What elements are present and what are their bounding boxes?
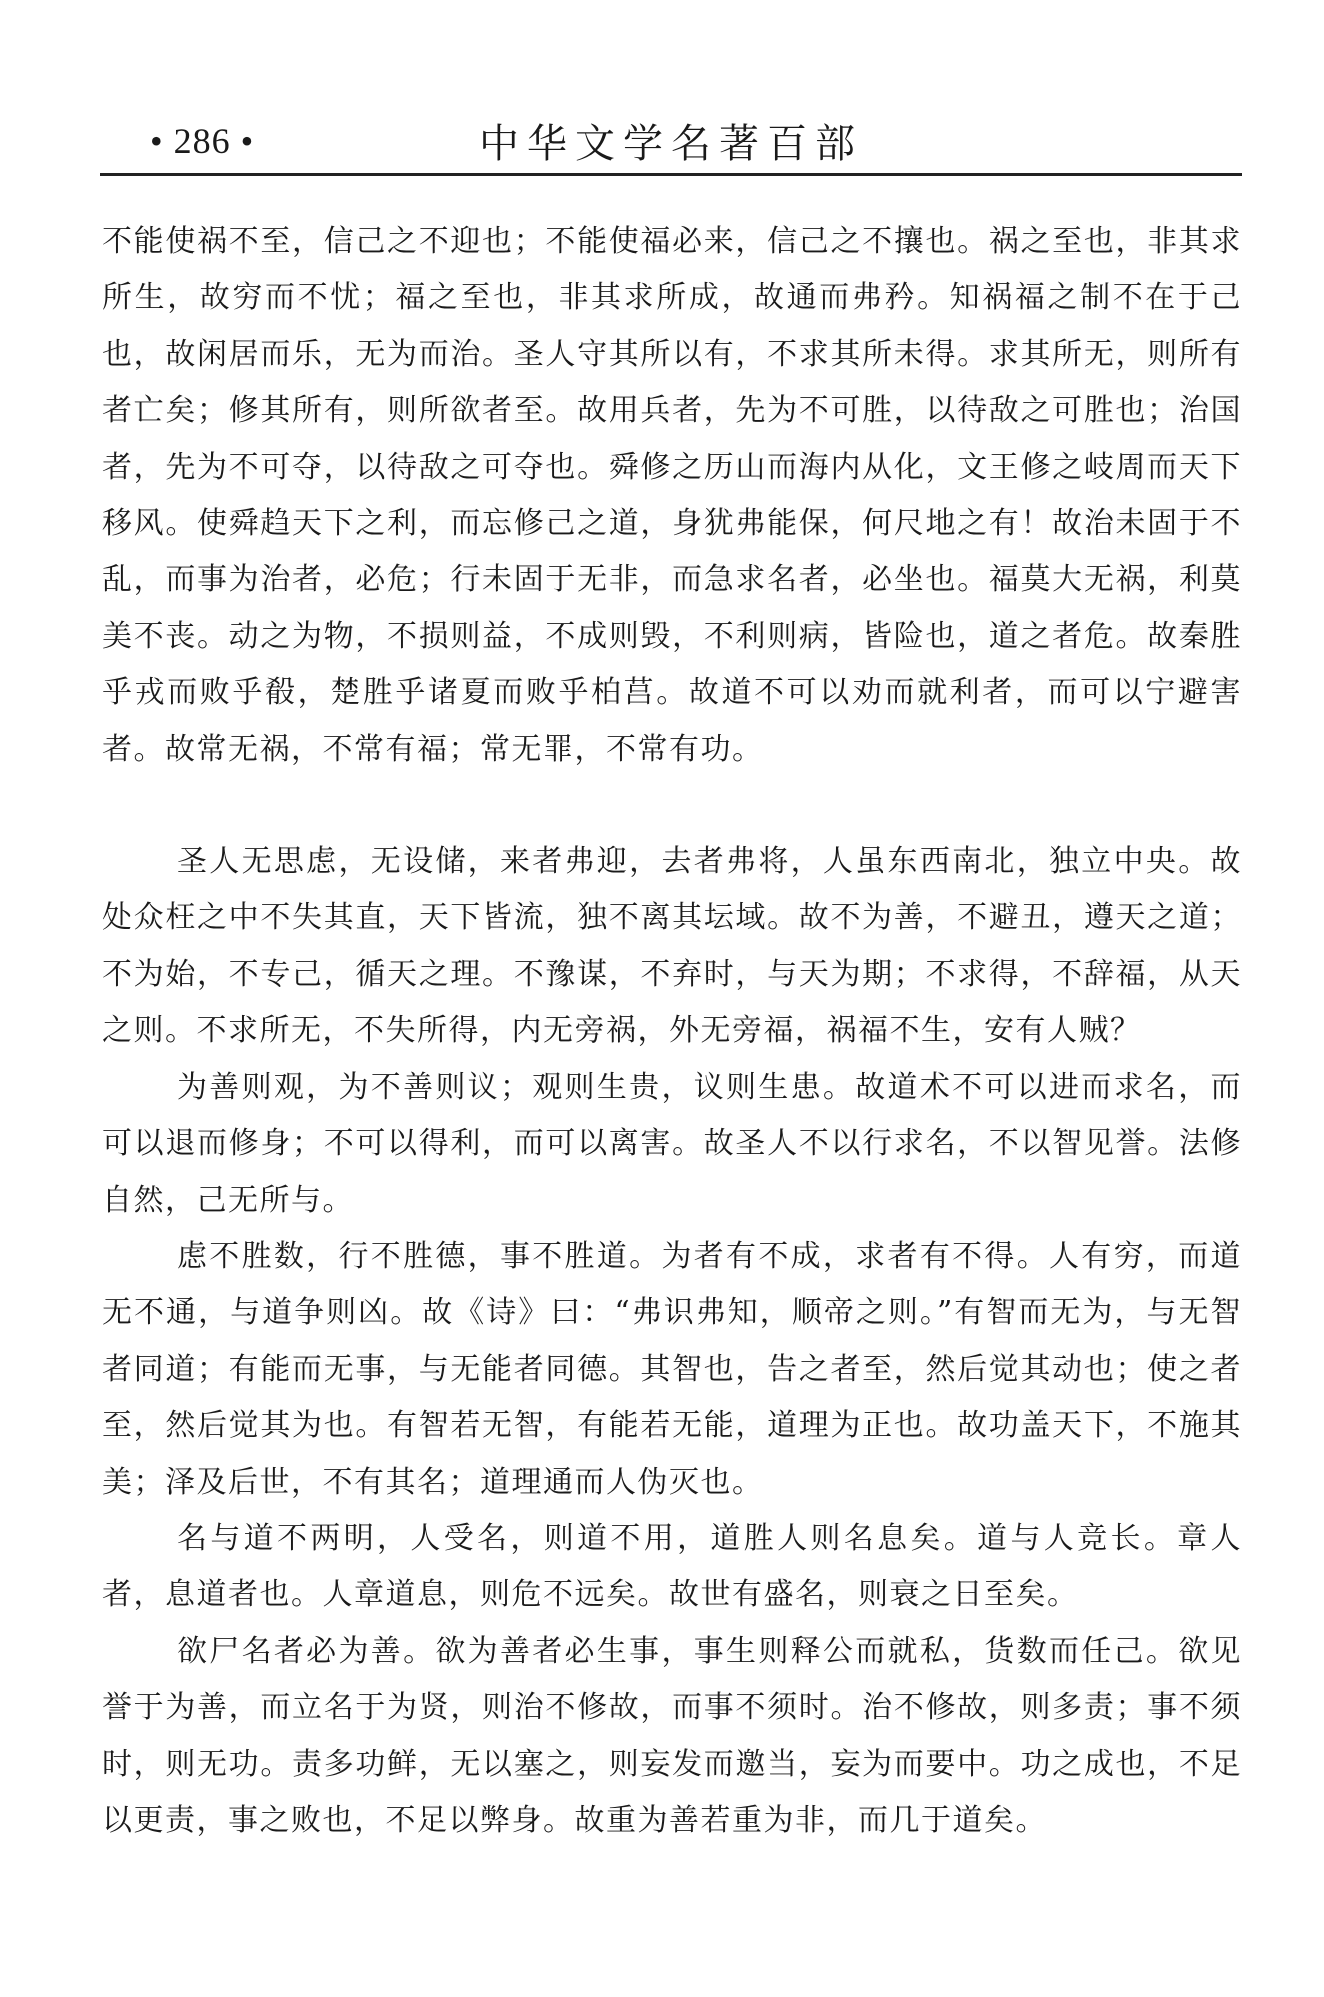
paragraph: 虑不胜数，行不胜德，事不胜道。为者有不成，求者有不得。人有穷，而道无不通，与道争则凶。故《诗》曰：“弗识弗知，顺帝之则。”有智而无为，与无智者同道；有能而无事，与无能者同德。其智也，告之者至，然后觉其动也；使之者至，然后觉其为也。有智若无智，有能若无能，道理为正也。故功盖天下，不施其美；泽及后世，不有其名；道理通而人伪灭也。 — [102, 1238, 1242, 1500]
paragraph: 不能使祸不至，信己之不迎也；不能使福必来，信己之不攘也。祸之至也，非其求所生，故穷而不忧；福之至也，非其求所成，故通而弗矜。知祸福之制不在于己也，故闲居而乐，无为而治。圣人守其所以有，不求其所未得。求其所无，则所有者亡矣；修其所有，则所欲者至。故用兵者，先为不可胜，以待敌之可胜也；治国者，先为不可夺，以待敌之可夺也。舜修之历山而海内从化，文王修之岐周而天下移风。使舜趋天下之利，而忘修己之道，身犹弗能保，何尺地之有！故治未固于不乱，而事为治者，必危；行未固于无非，而急求名者，必坐也。福莫大无祸，利莫美不丧。动之为物，不损则益，不成则毁，不利则病，皆险也，道之者危。故秦胜乎戎而败乎殽，楚胜乎诸夏而败乎柏莒。故道不可以劝而就利者，而可以宁避害者。故常无祸，不常有福；常无罪，不常有功。 — [102, 224, 1242, 767]
body-text — [102, 214, 1242, 1849]
page-header — [100, 112, 1242, 170]
paragraph: 为善则观，为不善则议；观则生贵，议则生患。故道术不可以进而求名，而可以退而修身；不可以得利，而可以离害。故圣人不以行求名，不以智见誉。法修自然，己无所与。 — [102, 1069, 1242, 1218]
running-title: 中华文学名著百部 — [479, 121, 863, 167]
paragraph: 欲尸名者必为善。欲为善者必生事，事生则释公而就私，货数而任己。欲见誉于为善，而立名于为贤，则治不修故，而事不须时。治不修故，则多责；事不须时，则无功。责多功鲜，无以塞之，则妄发而邀当，妄为而要中。功之成也，不足以更责，事之败也，不足以弊身。故重为善若重为非，而几于道矣。 — [102, 1633, 1242, 1838]
header-rule — [100, 173, 1242, 176]
page-number: • 286 • — [150, 121, 255, 161]
paragraph: 名与道不两明，人受名，则道不用，道胜人则名息矣。道与人竞长。章人者，息道者也。人章道息，则危不远矣。故世有盛名，则衰之日至矣。 — [102, 1520, 1242, 1613]
paragraph: 圣人无思虑，无设储，来者弗迎，去者弗将，人虽东西南北，独立中央。故处众枉之中不失其直，天下皆流，独不离其坛域。故不为善，不避丑，遵天之道；不为始，不专己，循天之理。不豫谋，不弃时，与天为期；不求得，不辞福，从天之则。不求所无，不失所得，内无旁祸，外无旁福，祸福不生，安有人贼？ — [102, 844, 1242, 1049]
